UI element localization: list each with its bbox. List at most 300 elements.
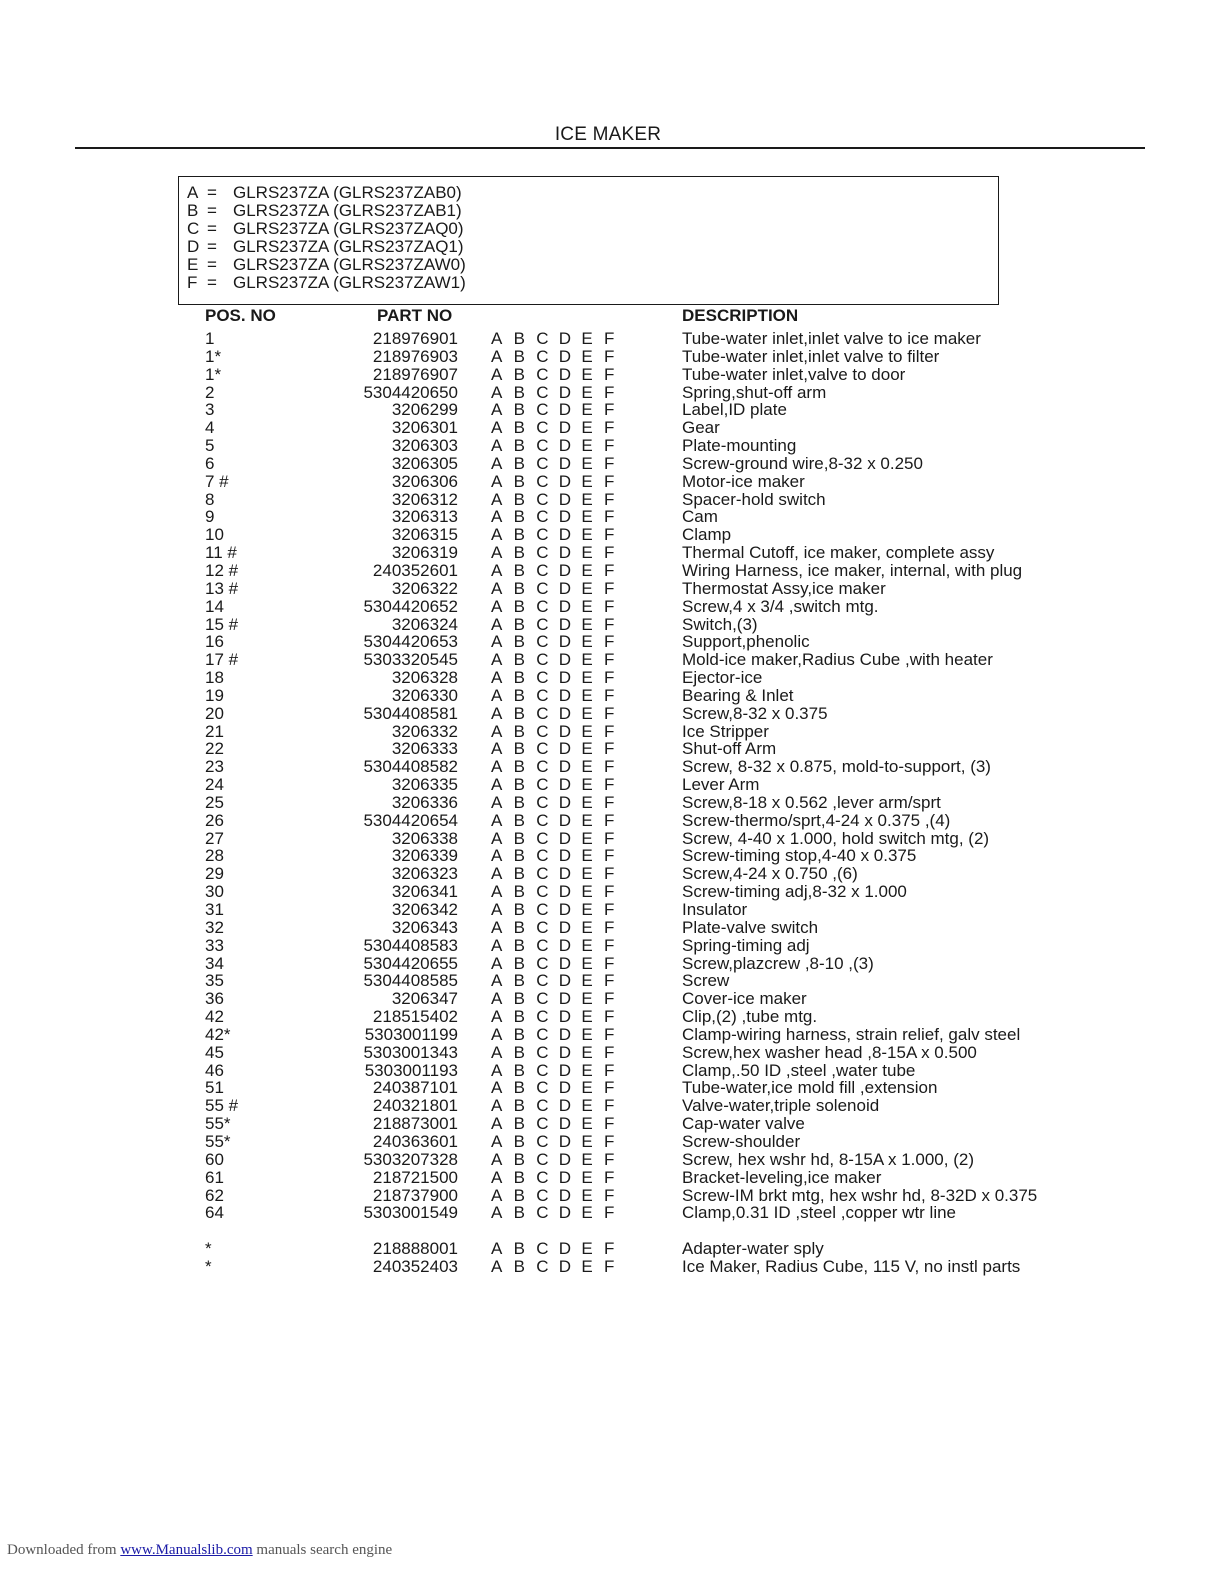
model-letter: C bbox=[187, 219, 200, 238]
model-code: A bbox=[491, 668, 503, 688]
model-code: A bbox=[491, 543, 503, 563]
model-codes bbox=[491, 723, 627, 741]
model-code: C bbox=[536, 971, 549, 991]
model-code: E bbox=[581, 1203, 593, 1223]
model-code: C bbox=[536, 1185, 549, 1205]
model-code: B bbox=[513, 900, 525, 919]
model-code: B bbox=[513, 792, 525, 812]
model-code: A bbox=[491, 632, 503, 652]
model-code: E bbox=[581, 578, 593, 598]
model-code: E bbox=[581, 596, 593, 616]
model-codes bbox=[491, 990, 627, 1008]
pos-no: 55* bbox=[205, 1114, 231, 1134]
model-legend-line bbox=[187, 220, 998, 238]
model-codes bbox=[491, 1097, 627, 1115]
model-code: E bbox=[581, 1167, 593, 1187]
description: Screw, hex wshr hd, 8-15A x 1.000, (2) bbox=[682, 1149, 974, 1169]
model-code: B bbox=[513, 578, 525, 598]
model-code: A bbox=[491, 1096, 503, 1116]
table-row bbox=[0, 580, 1224, 598]
pos-no: 42 bbox=[205, 1007, 224, 1027]
model-code: E bbox=[581, 1007, 593, 1027]
model-code: E bbox=[581, 400, 593, 420]
model-code: B bbox=[513, 1007, 525, 1027]
model-code: E bbox=[581, 614, 593, 634]
model-code: F bbox=[603, 792, 615, 812]
part-no: 218873001 bbox=[372, 1114, 458, 1134]
part-no: 240387101 bbox=[372, 1078, 458, 1098]
footer-link[interactable]: www.Manualslib.com bbox=[120, 1542, 253, 1558]
pos-no: 35 bbox=[205, 971, 224, 991]
model-code: E bbox=[581, 1239, 593, 1259]
part-no: 3206303 bbox=[391, 436, 458, 456]
model-codes bbox=[491, 1026, 627, 1044]
model-name: GLRS237ZA (GLRS237ZAW1) bbox=[233, 273, 466, 292]
model-code: B bbox=[513, 935, 525, 955]
model-code: E bbox=[581, 382, 593, 402]
description: Spring-timing adj bbox=[682, 935, 810, 955]
model-code: C bbox=[536, 828, 549, 848]
description: Screw-timing adj,8-32 x 1.000 bbox=[682, 882, 907, 902]
model-code: C bbox=[536, 1024, 549, 1044]
model-code: C bbox=[536, 685, 549, 705]
model-codes bbox=[491, 330, 627, 348]
model-code: B bbox=[513, 614, 525, 634]
description: Tube-water inlet,valve to door bbox=[682, 364, 906, 384]
model-code: D bbox=[558, 668, 572, 688]
part-no: 5303207328 bbox=[363, 1149, 458, 1169]
model-code: F bbox=[603, 1131, 615, 1151]
model-code: E bbox=[581, 935, 593, 955]
part-no: 240321801 bbox=[372, 1096, 458, 1116]
model-code: D bbox=[558, 489, 572, 509]
model-legend-box bbox=[178, 176, 999, 305]
table-row bbox=[0, 1133, 1224, 1151]
model-code: A bbox=[491, 757, 503, 777]
model-code: C bbox=[536, 382, 549, 402]
description: Cover-ice maker bbox=[682, 989, 807, 1009]
model-code: E bbox=[581, 1096, 593, 1116]
model-code: B bbox=[513, 1114, 525, 1134]
model-code: C bbox=[536, 1007, 549, 1027]
page-title: ICE MAKER bbox=[554, 124, 662, 145]
model-code: D bbox=[558, 792, 572, 812]
pos-no: 7 # bbox=[205, 471, 229, 491]
table-row bbox=[0, 598, 1224, 616]
model-code: A bbox=[491, 953, 503, 973]
model-code: A bbox=[491, 1060, 503, 1080]
model-code: B bbox=[513, 418, 525, 438]
model-code: B bbox=[513, 1042, 525, 1062]
table-row bbox=[0, 776, 1224, 794]
table-row bbox=[0, 562, 1224, 580]
model-code: C bbox=[536, 668, 549, 688]
description: Bracket-leveling,ice maker bbox=[682, 1167, 882, 1187]
model-code: E bbox=[581, 1256, 593, 1276]
model-code: E bbox=[581, 882, 593, 902]
pos-no: * bbox=[205, 1256, 212, 1276]
model-code: B bbox=[513, 828, 525, 848]
model-code: F bbox=[603, 382, 615, 402]
model-codes bbox=[491, 633, 627, 651]
part-no: 240352403 bbox=[372, 1256, 458, 1276]
model-code: D bbox=[558, 632, 572, 652]
model-code: A bbox=[491, 828, 503, 848]
model-codes bbox=[491, 491, 627, 509]
part-no: 5304420650 bbox=[363, 382, 458, 402]
pos-no: 45 bbox=[205, 1042, 224, 1062]
model-code: F bbox=[603, 1024, 615, 1044]
model-codes bbox=[491, 1115, 627, 1133]
model-code: B bbox=[513, 953, 525, 973]
model-code: D bbox=[558, 329, 572, 348]
model-code: C bbox=[536, 864, 549, 884]
model-codes bbox=[491, 1240, 627, 1258]
model-code: F bbox=[603, 543, 615, 563]
model-code: B bbox=[513, 329, 525, 348]
model-code: B bbox=[513, 1024, 525, 1044]
model-code: E bbox=[581, 525, 593, 545]
model-codes bbox=[491, 1187, 627, 1205]
model-code: B bbox=[513, 632, 525, 652]
model-codes bbox=[491, 455, 627, 473]
description: Screw bbox=[682, 971, 730, 991]
model-code: F bbox=[603, 489, 615, 509]
model-code: B bbox=[513, 1149, 525, 1169]
model-code: F bbox=[603, 1114, 615, 1134]
model-code: F bbox=[603, 471, 615, 491]
pos-no: 46 bbox=[205, 1060, 224, 1080]
description: Label,ID plate bbox=[682, 400, 787, 420]
model-code: A bbox=[491, 1239, 503, 1259]
model-code: E bbox=[581, 1078, 593, 1098]
model-code: D bbox=[558, 685, 572, 705]
model-code: E bbox=[581, 471, 593, 491]
model-code: B bbox=[513, 1239, 525, 1259]
pos-no: 31 bbox=[205, 900, 224, 919]
description: Plate-valve switch bbox=[682, 917, 819, 937]
part-no: 5304408583 bbox=[363, 935, 458, 955]
pos-no: 25 bbox=[205, 792, 224, 812]
table-row bbox=[0, 1240, 1224, 1258]
part-no: 3206347 bbox=[391, 989, 458, 1009]
model-codes bbox=[491, 1258, 627, 1276]
part-no: 3206343 bbox=[391, 917, 458, 937]
model-code: C bbox=[536, 1078, 549, 1098]
model-code: B bbox=[513, 1185, 525, 1205]
pos-no: 1* bbox=[205, 346, 222, 366]
model-code: F bbox=[603, 1203, 615, 1223]
part-no: 5303001199 bbox=[364, 1024, 458, 1044]
pos-no: 9 bbox=[205, 507, 215, 527]
model-code: D bbox=[558, 703, 572, 723]
model-code: D bbox=[558, 382, 572, 402]
model-code: B bbox=[513, 757, 525, 777]
description: Screw,hex washer head ,8-15A x 0.500 bbox=[682, 1042, 977, 1062]
part-no: 3206342 bbox=[391, 900, 458, 919]
model-code: B bbox=[513, 1256, 525, 1276]
description: Wiring Harness, ice maker, internal, with plug bbox=[682, 560, 1023, 580]
description: Clip,(2) ,tube mtg. bbox=[682, 1007, 818, 1027]
part-no: 3206305 bbox=[391, 453, 458, 473]
pos-no: * bbox=[205, 1239, 212, 1259]
model-code: C bbox=[536, 632, 549, 652]
pos-no: 42* bbox=[205, 1024, 231, 1044]
model-codes bbox=[491, 366, 627, 384]
description: Screw-IM brkt mtg, hex wshr hd, 8-32D x 0.375 bbox=[682, 1185, 1038, 1205]
model-code: B bbox=[513, 703, 525, 723]
part-no: 5304420653 bbox=[363, 632, 458, 652]
table-row bbox=[0, 651, 1224, 669]
table-row bbox=[0, 687, 1224, 705]
pos-no: 22 bbox=[205, 739, 224, 759]
model-code: C bbox=[536, 596, 549, 616]
table-row bbox=[0, 491, 1224, 509]
model-code: D bbox=[558, 739, 572, 759]
part-no: 3206335 bbox=[391, 775, 458, 795]
model-code: D bbox=[558, 846, 572, 866]
model-code: B bbox=[513, 436, 525, 456]
model-code: F bbox=[603, 917, 615, 937]
model-code: A bbox=[491, 775, 503, 795]
model-code: A bbox=[491, 1149, 503, 1169]
model-code: B bbox=[513, 668, 525, 688]
model-code: E bbox=[581, 1131, 593, 1151]
model-code: F bbox=[603, 1149, 615, 1169]
model-codes bbox=[491, 1204, 627, 1222]
part-no: 3206315 bbox=[391, 525, 458, 545]
table-row bbox=[0, 1079, 1224, 1097]
model-code: C bbox=[536, 1131, 549, 1151]
model-code: F bbox=[603, 828, 615, 848]
pos-no: 1 bbox=[205, 329, 215, 348]
part-no: 3206306 bbox=[391, 471, 458, 491]
model-codes bbox=[491, 740, 627, 758]
model-code: B bbox=[513, 810, 525, 830]
part-no: 5304408582 bbox=[363, 757, 458, 777]
footer-suffix: manuals search engine bbox=[252, 1542, 393, 1558]
model-code: D bbox=[558, 1185, 572, 1205]
model-letter: A bbox=[187, 183, 199, 202]
table-row bbox=[0, 1169, 1224, 1187]
model-code: A bbox=[491, 846, 503, 866]
model-code: B bbox=[513, 882, 525, 902]
model-codes bbox=[491, 883, 627, 901]
model-code: D bbox=[558, 953, 572, 973]
model-code: F bbox=[603, 418, 615, 438]
part-no: 3206328 bbox=[391, 668, 458, 688]
part-no: 5303001343 bbox=[363, 1042, 458, 1062]
model-code: F bbox=[603, 864, 615, 884]
model-codes bbox=[491, 1044, 627, 1062]
model-code: A bbox=[491, 578, 503, 598]
model-code: E bbox=[581, 864, 593, 884]
model-code: D bbox=[558, 596, 572, 616]
model-code: F bbox=[603, 329, 615, 348]
model-code: A bbox=[491, 989, 503, 1009]
model-code: B bbox=[513, 364, 525, 384]
model-codes bbox=[491, 580, 627, 598]
model-code: D bbox=[558, 507, 572, 527]
model-code: B bbox=[513, 471, 525, 491]
model-code: D bbox=[558, 1131, 572, 1151]
part-no: 3206322 bbox=[391, 578, 458, 598]
description: Insulator bbox=[682, 900, 748, 919]
model-code: C bbox=[536, 650, 549, 670]
model-code: E bbox=[581, 1185, 593, 1205]
model-code: C bbox=[536, 543, 549, 563]
part-no: 5304408585 bbox=[363, 971, 458, 991]
model-code: C bbox=[536, 882, 549, 902]
model-code: E bbox=[581, 775, 593, 795]
model-name: GLRS237ZA (GLRS237ZAQ1) bbox=[233, 237, 464, 256]
model-code: F bbox=[603, 1042, 615, 1062]
part-no: 218888001 bbox=[372, 1239, 458, 1259]
table-row bbox=[0, 705, 1224, 723]
model-codes bbox=[491, 508, 627, 526]
part-no: 3206332 bbox=[391, 721, 458, 741]
model-codes bbox=[491, 812, 627, 830]
model-code: E bbox=[581, 1149, 593, 1169]
description: Clamp bbox=[682, 525, 732, 545]
model-codes bbox=[491, 955, 627, 973]
model-code: A bbox=[491, 382, 503, 402]
model-code: E bbox=[581, 810, 593, 830]
model-code: D bbox=[558, 757, 572, 777]
model-codes bbox=[491, 1008, 627, 1026]
table-row bbox=[0, 901, 1224, 919]
model-legend-line bbox=[187, 274, 998, 292]
pos-no: 17 # bbox=[205, 650, 239, 670]
model-code: D bbox=[558, 346, 572, 366]
pos-no: 33 bbox=[205, 935, 224, 955]
table-row bbox=[0, 455, 1224, 473]
model-code: D bbox=[558, 1256, 572, 1276]
table-row bbox=[0, 847, 1224, 865]
model-code: D bbox=[558, 1203, 572, 1223]
model-letter: E bbox=[187, 255, 199, 274]
model-code: C bbox=[536, 614, 549, 634]
model-code: D bbox=[558, 543, 572, 563]
model-code: C bbox=[536, 703, 549, 723]
model-code: B bbox=[513, 650, 525, 670]
model-code: F bbox=[603, 953, 615, 973]
table-row bbox=[0, 990, 1224, 1008]
model-equals: = bbox=[207, 237, 217, 256]
model-code: F bbox=[603, 560, 615, 580]
model-code: F bbox=[603, 810, 615, 830]
pos-no: 27 bbox=[205, 828, 224, 848]
table-row bbox=[0, 883, 1224, 901]
model-legend-line bbox=[187, 202, 998, 220]
table-row bbox=[0, 830, 1224, 848]
model-letter: D bbox=[187, 237, 200, 256]
model-code: D bbox=[558, 1060, 572, 1080]
model-code: D bbox=[558, 436, 572, 456]
title-rule bbox=[75, 147, 1145, 149]
model-code: A bbox=[491, 329, 503, 348]
model-code: A bbox=[491, 1114, 503, 1134]
model-codes bbox=[491, 705, 627, 723]
table-row bbox=[0, 972, 1224, 990]
model-codes bbox=[491, 669, 627, 687]
model-equals: = bbox=[207, 183, 217, 202]
table-row bbox=[0, 1062, 1224, 1080]
part-no: 3206336 bbox=[391, 792, 458, 812]
model-code: D bbox=[558, 1096, 572, 1116]
model-code: B bbox=[513, 917, 525, 937]
model-code: E bbox=[581, 1042, 593, 1062]
model-codes bbox=[491, 544, 627, 562]
model-code: C bbox=[536, 1096, 549, 1116]
description: Spacer-hold switch bbox=[682, 489, 826, 509]
model-code: C bbox=[536, 953, 549, 973]
model-codes bbox=[491, 758, 627, 776]
model-name: GLRS237ZA (GLRS237ZAB0) bbox=[233, 183, 462, 202]
description: Screw,plazcrew ,8-10 ,(3) bbox=[682, 953, 874, 973]
model-code: C bbox=[536, 436, 549, 456]
model-codes bbox=[491, 1151, 627, 1169]
model-code: F bbox=[603, 364, 615, 384]
model-codes bbox=[491, 437, 627, 455]
model-code: C bbox=[536, 810, 549, 830]
table-row bbox=[0, 366, 1224, 384]
part-no: 3206301 bbox=[391, 418, 458, 438]
model-code: C bbox=[536, 721, 549, 741]
model-code: F bbox=[603, 1060, 615, 1080]
pos-no: 3 bbox=[205, 400, 215, 420]
model-code: D bbox=[558, 560, 572, 580]
model-code: E bbox=[581, 543, 593, 563]
pos-no: 8 bbox=[205, 489, 215, 509]
model-code: C bbox=[536, 346, 549, 366]
model-code: E bbox=[581, 560, 593, 580]
description: Screw,8-32 x 0.375 bbox=[682, 703, 828, 723]
model-code: C bbox=[536, 1114, 549, 1134]
pos-no: 29 bbox=[205, 864, 224, 884]
pos-no: 23 bbox=[205, 757, 224, 777]
model-code: F bbox=[603, 1185, 615, 1205]
part-no: 218976907 bbox=[372, 364, 458, 384]
model-codes bbox=[491, 919, 627, 937]
model-code: F bbox=[603, 739, 615, 759]
part-no: 218976901 bbox=[372, 329, 458, 348]
part-no: 5304420655 bbox=[363, 953, 458, 973]
model-code: F bbox=[603, 400, 615, 420]
model-codes bbox=[491, 794, 627, 812]
parts-table bbox=[0, 330, 1224, 1276]
pos-no: 18 bbox=[205, 668, 224, 688]
model-code: F bbox=[603, 775, 615, 795]
part-no: 5303320545 bbox=[363, 650, 458, 670]
model-code: C bbox=[536, 471, 549, 491]
description: Spring,shut-off arm bbox=[682, 382, 827, 402]
model-code: D bbox=[558, 1239, 572, 1259]
model-code: D bbox=[558, 1114, 572, 1134]
table-row bbox=[0, 348, 1224, 366]
model-code: D bbox=[558, 471, 572, 491]
description: Screw,4 x 3/4 ,switch mtg. bbox=[682, 596, 879, 616]
model-code: A bbox=[491, 507, 503, 527]
model-code: D bbox=[558, 453, 572, 473]
description: Gear bbox=[682, 418, 720, 438]
model-code: E bbox=[581, 436, 593, 456]
pos-no: 61 bbox=[205, 1167, 224, 1187]
table-row bbox=[0, 473, 1224, 491]
pos-no: 36 bbox=[205, 989, 224, 1009]
model-code: B bbox=[513, 346, 525, 366]
model-code: A bbox=[491, 882, 503, 902]
